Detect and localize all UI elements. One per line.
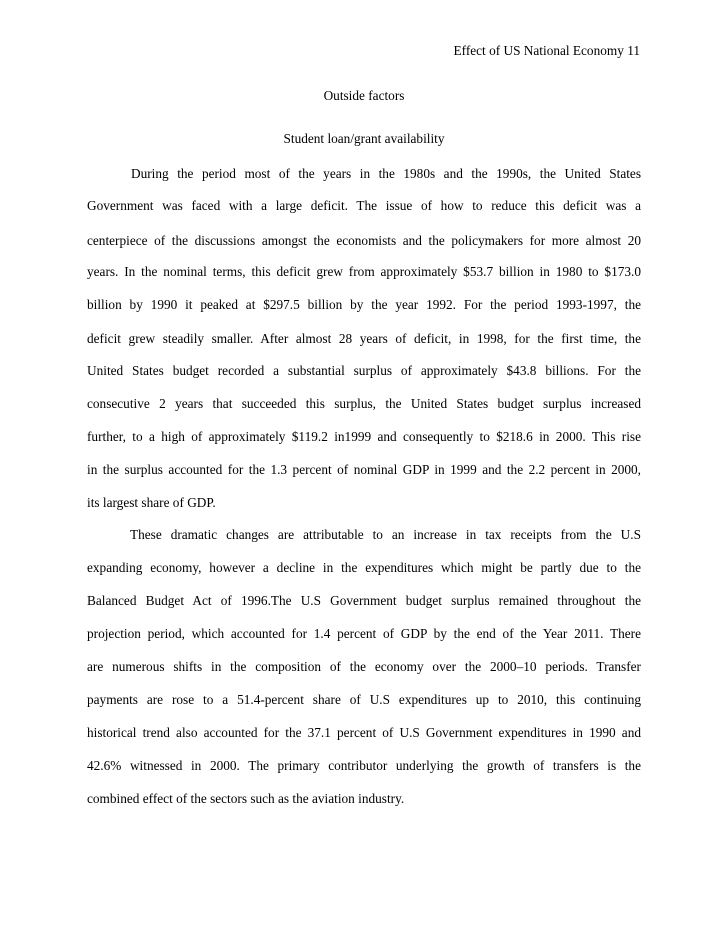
- text-line: in the surplus accounted for the 1.3 percent of nominal GDP in 1999 and the 2.2 percent in 2000,: [87, 462, 641, 477]
- text-line: are numerous shifts in the composition of the economy over the 2000–10 periods. Transfer: [87, 659, 641, 674]
- text-line: billion by 1990 it peaked at $297.5 billion by the year 1992. For the period 1993-1997, the: [87, 297, 641, 312]
- text-line: projection period, which accounted for 1.4 percent of GDP by the end of the Year 2011. There: [87, 626, 641, 641]
- text-line: years. In the nominal terms, this deficit grew from approximately $53.7 billion in 1980 to $173.0: [87, 264, 641, 279]
- text-line: During the period most of the years in the 1980s and the 1990s, the United States: [131, 166, 641, 181]
- text-line: Balanced Budget Act of 1996.The U.S Government budget surplus remained throughout the: [87, 593, 641, 608]
- text-line: These dramatic changes are attributable to an increase in tax receipts from the U.S: [130, 527, 641, 542]
- text-line: deficit grew steadily smaller. After almost 28 years of deficit, in 1998, for the first time, the: [87, 331, 641, 346]
- text-line: expanding economy, however a decline in the expenditures which might be partly due to the: [87, 560, 641, 575]
- text-line: further, to a high of approximately $119.2 in1999 and consequently to $218.6 in 2000. This rise: [87, 429, 641, 444]
- text-line: 42.6% witnessed in 2000. The primary contributor underlying the growth of transfers is the: [87, 758, 641, 773]
- text-line: payments are rose to a 51.4-percent share of U.S expenditures up to 2010, this continuing: [87, 692, 641, 707]
- subsection-heading: Student loan/grant availability: [283, 131, 445, 146]
- section-heading: Outside factors: [323, 88, 405, 103]
- text-line: historical trend also accounted for the 37.1 percent of U.S Government expenditures in 1990 and: [87, 725, 641, 740]
- text-line: centerpiece of the discussions amongst the economists and the policymakers for more almost 20: [87, 233, 641, 248]
- text-line: United States budget recorded a substantial surplus of approximately $43.8 billions. For the: [87, 363, 641, 378]
- text-line: combined effect of the sectors such as the aviation industry.: [87, 791, 405, 806]
- text-line: its largest share of GDP.: [87, 495, 216, 510]
- text-line: consecutive 2 years that succeeded this surplus, the United States budget surplus increased: [87, 396, 641, 411]
- text-line: Government was faced with a large deficit. The issue of how to reduce this deficit was a: [87, 198, 641, 213]
- running-head: Effect of US National Economy 11: [453, 43, 640, 58]
